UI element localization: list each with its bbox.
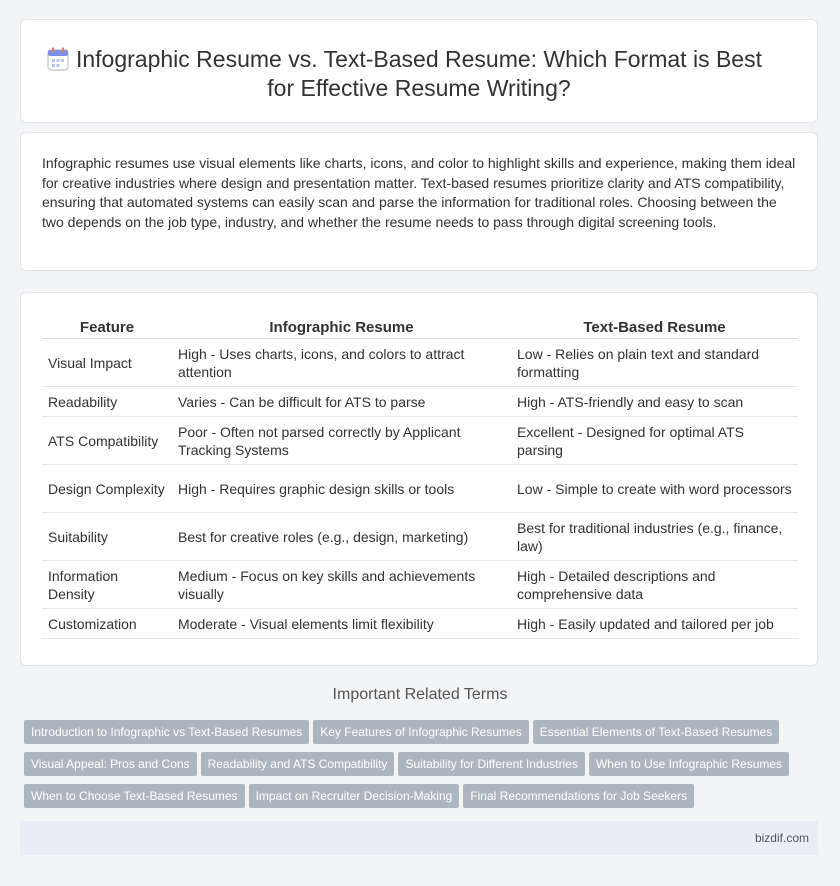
infographic-cell: Varies - Can be difficult for ATS to parse <box>172 387 511 417</box>
table-row <box>42 339 798 387</box>
tag-row <box>24 752 820 784</box>
table-row <box>42 417 798 465</box>
feature-cell: Readability <box>42 387 172 417</box>
related-term-tag[interactable]: Visual Appeal: Pros and Cons <box>24 752 197 776</box>
text-based-cell: High - ATS-friendly and easy to scan <box>511 387 798 417</box>
feature-cell: Suitability <box>42 513 172 561</box>
text-based-cell: Excellent - Designed for optimal ATS parsing <box>511 417 798 465</box>
related-term-tag[interactable]: Introduction to Infographic vs Text-Based Resumes <box>24 720 309 744</box>
table-row <box>42 561 798 609</box>
related-terms-title: Important Related Terms <box>332 686 508 703</box>
feature-cell: Visual Impact <box>42 339 172 387</box>
tag-row <box>24 720 820 752</box>
feature-cell: Customization <box>42 609 172 639</box>
related-term-tag[interactable]: When to Choose Text-Based Resumes <box>24 784 245 808</box>
infographic-cell: Best for creative roles (e.g., design, marketing) <box>172 513 511 561</box>
table-row <box>42 513 798 561</box>
related-term-tag[interactable]: Impact on Recruiter Decision-Making <box>249 784 460 808</box>
text-based-cell: Best for traditional industries (e.g., finance, law) <box>511 513 798 561</box>
header-text-based: Text-Based Resume <box>511 316 798 339</box>
text-based-cell: Low - Simple to create with word processors <box>511 465 798 513</box>
table-header-row <box>42 316 798 339</box>
header-card <box>20 19 818 123</box>
table-row <box>42 609 798 639</box>
infographic-cell: Medium - Focus on key skills and achievements visually <box>172 561 511 609</box>
related-term-tag[interactable]: Essential Elements of Text-Based Resumes <box>533 720 780 744</box>
infographic-cell: High - Uses charts, icons, and colors to attract attention <box>172 339 511 387</box>
summary-card <box>20 132 818 271</box>
table-row <box>42 465 798 513</box>
feature-cell: Information Density <box>42 561 172 609</box>
footer-site-link[interactable]: bizdif.com <box>754 831 809 845</box>
feature-cell: ATS Compatibility <box>42 417 172 465</box>
page-title-line2: for Effective Resume Writing? <box>267 75 571 101</box>
text-based-cell: High - Detailed descriptions and comprehensive data <box>511 561 798 609</box>
text-based-cell: High - Easily updated and tailored per job <box>511 609 798 639</box>
header-infographic: Infographic Resume <box>172 316 511 339</box>
infographic-cell: Poor - Often not parsed correctly by Applicant Tracking Systems <box>172 417 511 465</box>
related-term-tag[interactable]: Key Features of Infographic Resumes <box>313 720 528 744</box>
infographic-cell: High - Requires graphic design skills or tools <box>172 465 511 513</box>
header-feature: Feature <box>42 316 172 339</box>
summary-text: Infographic resumes use visual elements like charts, icons, and color to highlight skills and experience, making them ideal for creative industries where design and presentation matter. Text-based resumes prioritize clarity and ATS compatibility, ensuring that automated systems can easily scan and parse the information for traditional roles. Choosing between the two depends on the job type, industry, and whether the resume needs to pass through digital screening tools. <box>42 155 796 230</box>
related-term-tag[interactable]: Final Recommendations for Job Seekers <box>463 784 694 808</box>
related-terms-tags <box>24 720 820 816</box>
feature-cell: Design Complexity <box>42 465 172 513</box>
related-term-tag[interactable]: Suitability for Different Industries <box>398 752 585 776</box>
comparison-table-card <box>20 292 818 666</box>
footer <box>20 821 818 855</box>
infographic-cell: Moderate - Visual elements limit flexibility <box>172 609 511 639</box>
related-term-tag[interactable]: When to Use Infographic Resumes <box>589 752 789 776</box>
comparison-table <box>42 316 798 639</box>
page-title <box>21 45 817 103</box>
page-title-line1: Infographic Resume vs. Text-Based Resume: Which Format is Best <box>75 46 762 72</box>
table-row <box>42 387 798 417</box>
related-term-tag[interactable]: Readability and ATS Compatibility <box>201 752 395 776</box>
text-based-cell: Low - Relies on plain text and standard formatting <box>511 339 798 387</box>
tag-row <box>24 784 820 816</box>
